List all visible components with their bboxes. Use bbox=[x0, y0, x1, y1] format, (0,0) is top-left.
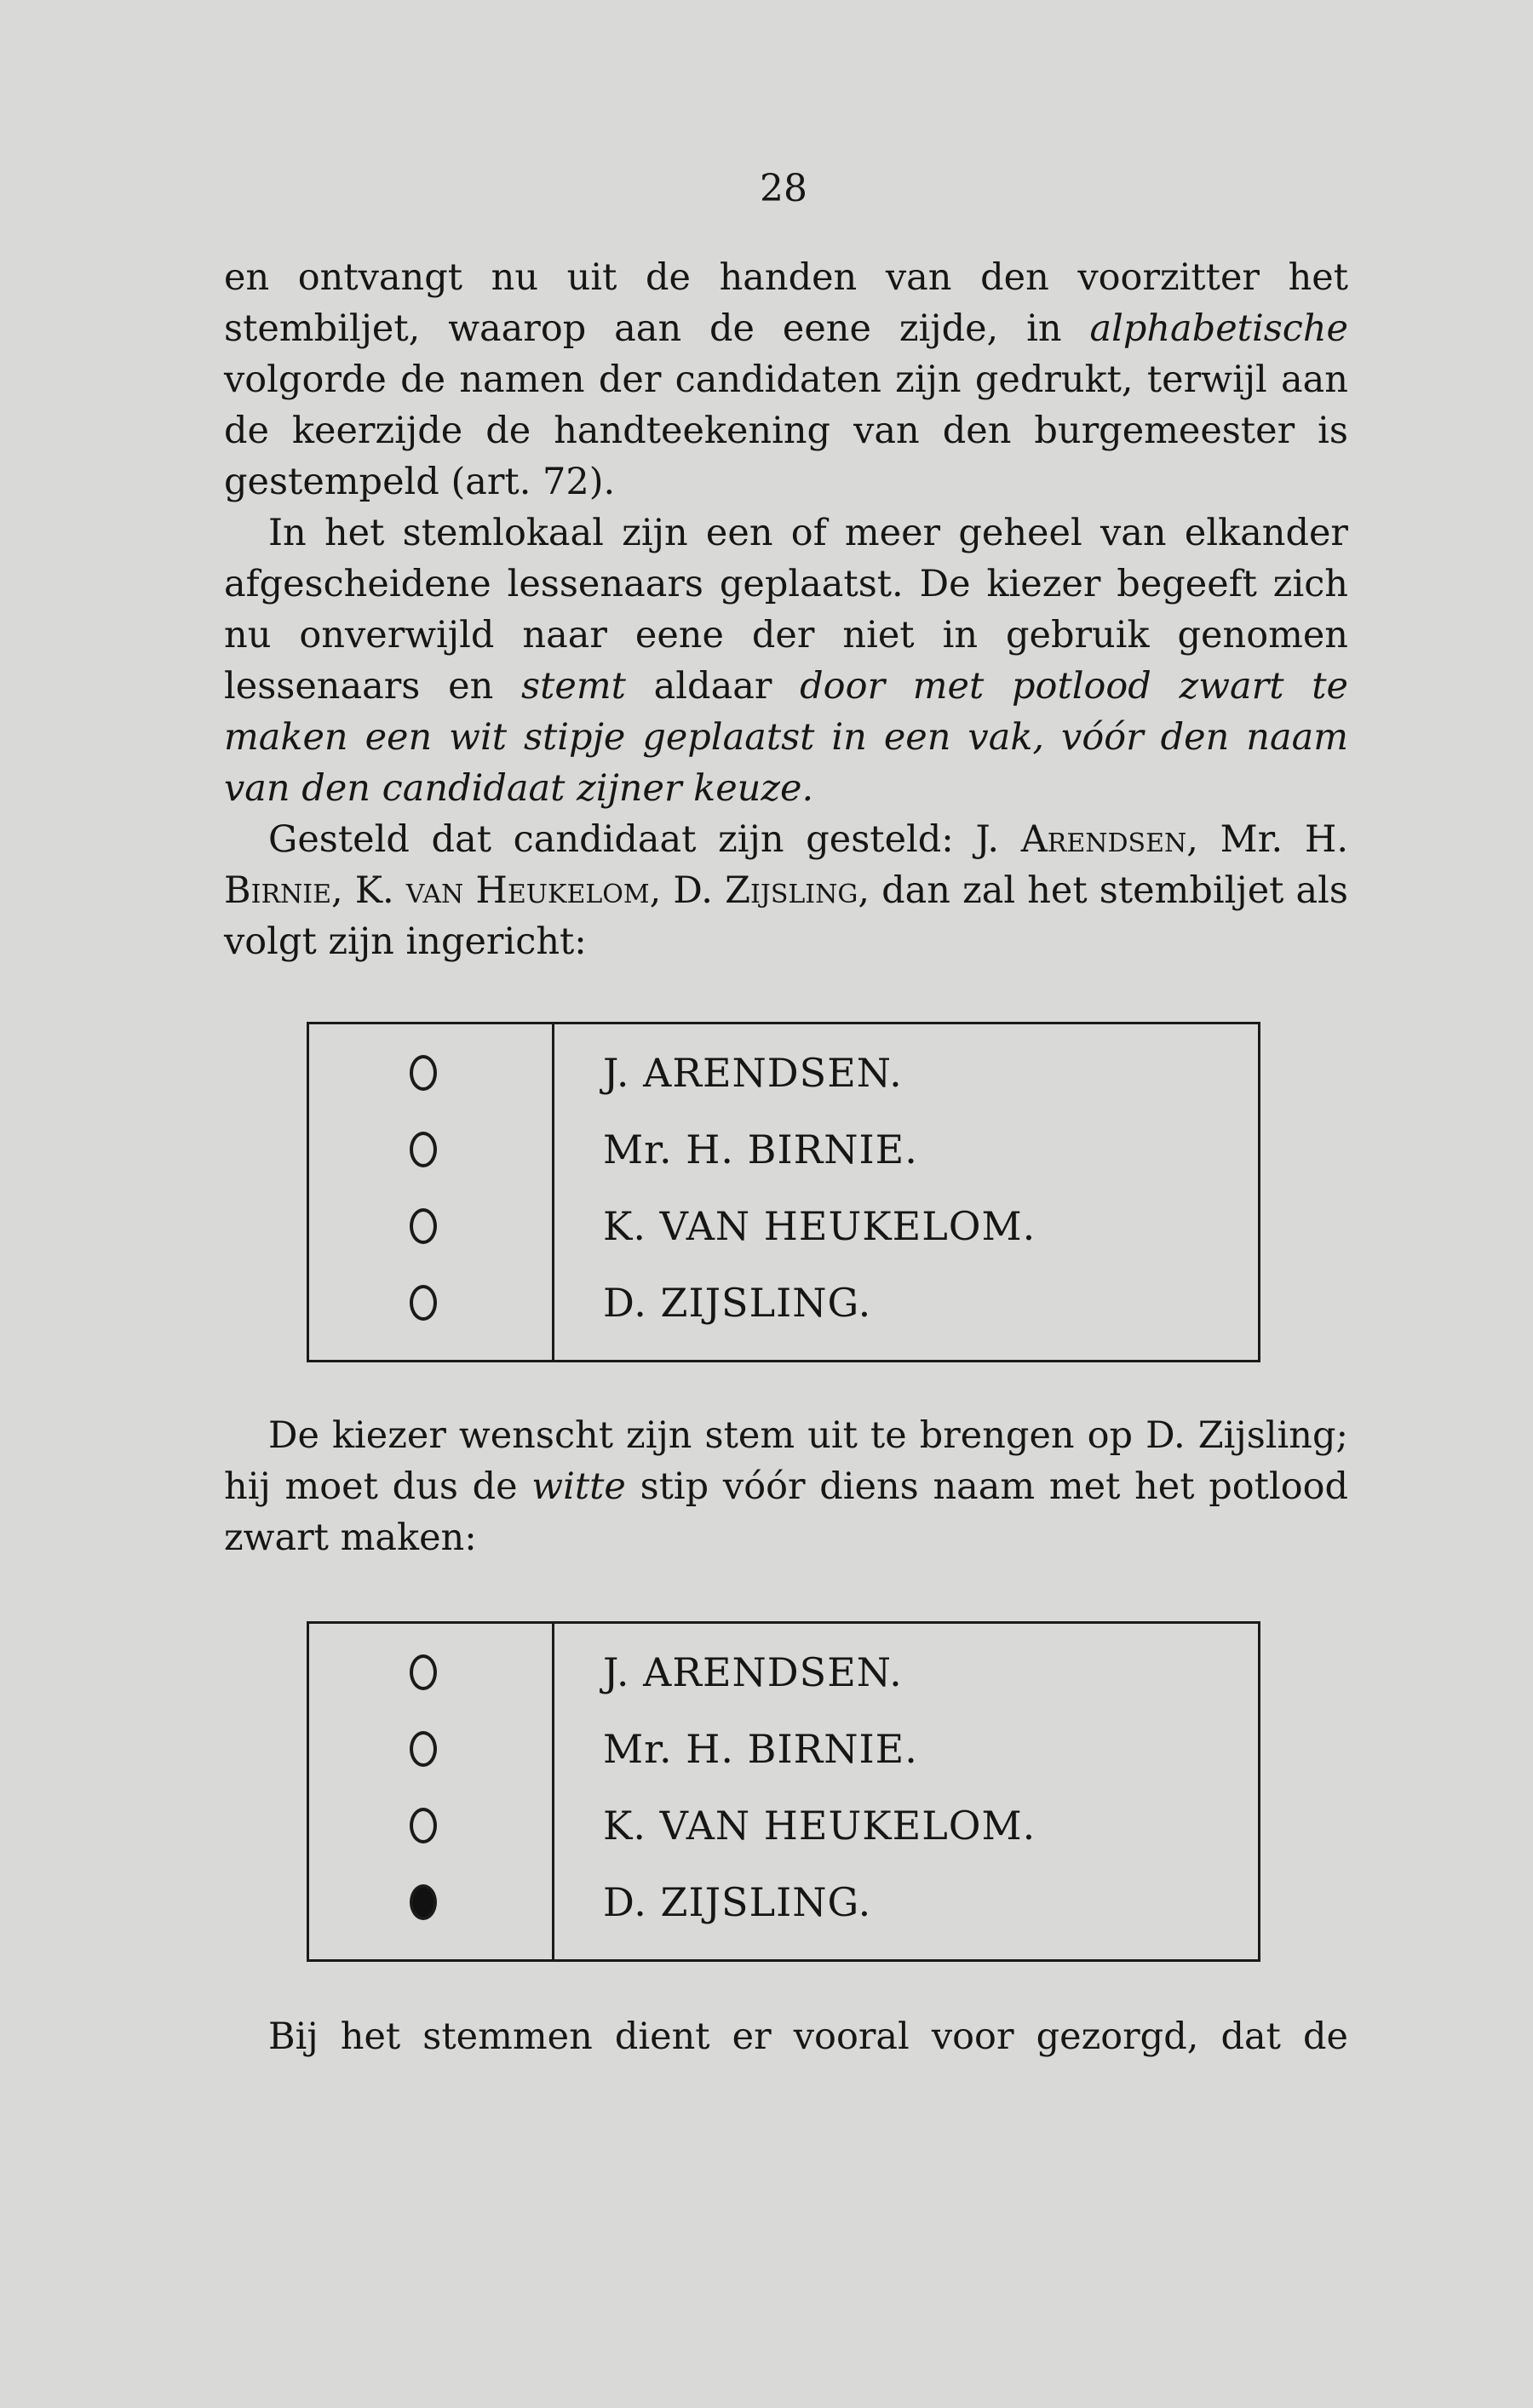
paragraph-text: De kiezer wenscht zijn stem uit te brengen op D. Zijsling; hij moet dus de bbox=[224, 1414, 1348, 1508]
paragraph-ballot-receipt bbox=[224, 252, 1348, 507]
italic-text: alphabetische bbox=[1089, 307, 1348, 350]
ballot-row bbox=[309, 1190, 1258, 1266]
ballot-row bbox=[309, 1036, 1258, 1113]
ballot-candidate-name: J. ARENDSEN. bbox=[603, 1050, 903, 1096]
ballot-dot-icon bbox=[410, 1285, 437, 1321]
paragraph-text: volgorde de namen der candidaten zijn gedrukt, terwijl aan de keerzijde de handteekening van den burgemeester is gestempeld (art. 72). bbox=[224, 358, 1348, 503]
ballot-row bbox=[309, 1636, 1258, 1712]
ballot-row bbox=[309, 1866, 1258, 1942]
ballot-dot-filled-icon bbox=[410, 1884, 437, 1920]
ballot-row bbox=[309, 1789, 1258, 1866]
candidate-name: Zijsling bbox=[725, 869, 858, 912]
paragraph-voter-choice bbox=[224, 1410, 1348, 1563]
paragraph-closing: Bij het stemmen dient er vooral voor gezorgd, dat de bbox=[268, 2015, 1348, 2058]
ballot-dot-icon bbox=[410, 1055, 437, 1091]
paragraph-text: stip vóór diens naam met het potlood zwart maken: bbox=[224, 1465, 1348, 1559]
ballot-row bbox=[309, 1266, 1258, 1343]
paragraph-text: , Mr. H. bbox=[1186, 818, 1348, 861]
paragraph-text: , dan zal het stembiljet als volgt zijn ingericht: bbox=[224, 869, 1348, 963]
candidate-name: van Heukelom bbox=[405, 869, 650, 912]
italic-text: witte bbox=[531, 1465, 626, 1508]
italic-text: door met potlood zwart te maken een wit stipje geplaatst in een vak, vóór den naam van den candidaat zijner keuze. bbox=[224, 665, 1348, 810]
ballot-candidate-name: D. ZIJSLING. bbox=[603, 1280, 872, 1326]
ballot-dot-icon bbox=[410, 1808, 437, 1843]
paragraph-text: aldaar bbox=[625, 665, 801, 708]
candidate-name: Arendsen bbox=[1020, 818, 1187, 861]
ballot-candidate-name: K. VAN HEUKELOM. bbox=[603, 1203, 1036, 1249]
candidate-name: Birnie bbox=[224, 869, 332, 912]
ballot-dot-icon bbox=[410, 1132, 437, 1167]
ballot-dot-icon bbox=[410, 1731, 437, 1767]
ballot-candidate-name: Mr. H. BIRNIE. bbox=[603, 1127, 918, 1172]
paragraph-text: , K. bbox=[331, 869, 406, 912]
ballot-candidate-name: Mr. H. BIRNIE. bbox=[603, 1726, 918, 1772]
paragraph-candidates bbox=[224, 814, 1348, 967]
ballot-row bbox=[309, 1712, 1258, 1789]
ballot-dot-icon bbox=[410, 1654, 437, 1690]
paragraph-text: en ontvangt nu uit de handen van den voorzitter het stembiljet, waarop aan de eene zijde, in bbox=[224, 256, 1348, 350]
ballot-example-blank bbox=[307, 1022, 1260, 1362]
page-number: 28 bbox=[760, 167, 807, 210]
ballot-row bbox=[309, 1113, 1258, 1190]
ballot-candidate-name: J. ARENDSEN. bbox=[603, 1649, 903, 1695]
paragraph-text: In het stemlokaal zijn een of meer geheel van elkander afgescheidene lessenaars geplaatst. De kiezer begeeft zich nu onverwijld naar eene der niet in gebruik genomen lessenaars en bbox=[224, 512, 1348, 708]
paragraph-voting-booth bbox=[224, 507, 1348, 814]
paragraph-text: Gesteld dat candidaat zijn gesteld: J. bbox=[268, 818, 1021, 861]
text-block-top bbox=[224, 252, 1348, 967]
ballot-example-marked bbox=[307, 1621, 1260, 1962]
ballot-candidate-name: D. ZIJSLING. bbox=[603, 1879, 872, 1925]
italic-text: stemt bbox=[521, 665, 626, 708]
text-block-middle bbox=[224, 1410, 1348, 1563]
ballot-candidate-name: K. VAN HEUKELOM. bbox=[603, 1803, 1036, 1849]
ballot-dot-icon bbox=[410, 1208, 437, 1244]
paragraph-text: , D. bbox=[649, 869, 726, 912]
text-block-bottom bbox=[224, 2011, 1348, 2062]
